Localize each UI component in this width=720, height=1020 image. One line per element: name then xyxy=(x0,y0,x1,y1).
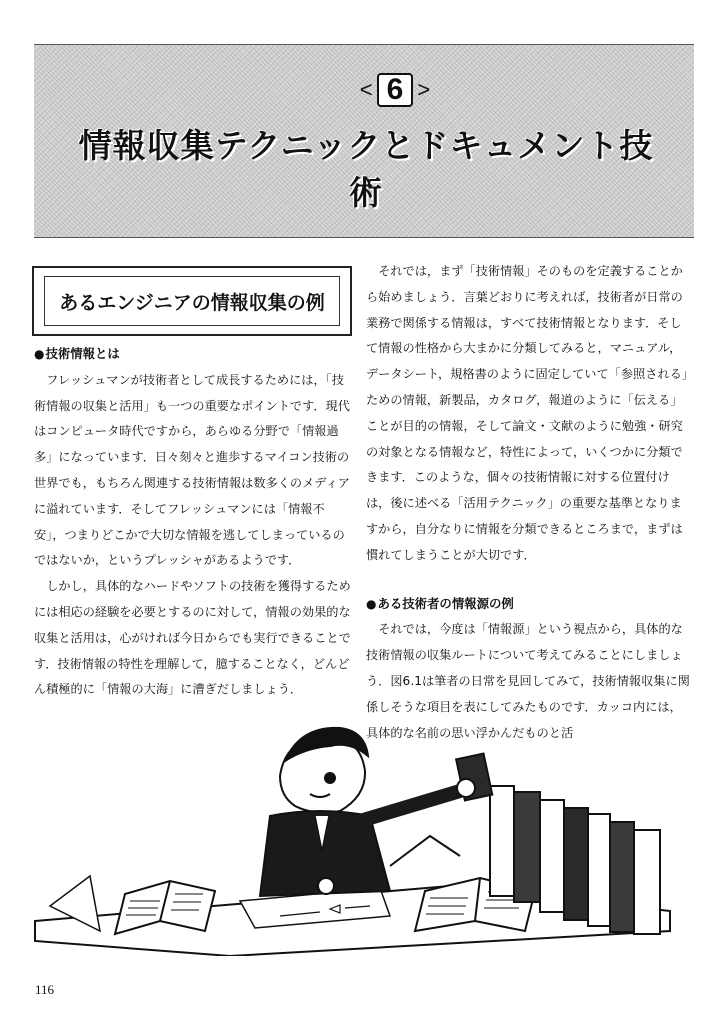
left-paragraph-1: フレッシュマンが技術者として成長するためには，「技術情報の収集と活用」も一つの重要なポイントです．現代はコンピュータ時代ですから，あらゆる分野で「情報過多」になっています．日々刻々と進歩するマイコン技術の世界でも，もちろん関連する技術情報は数多くのメディアに溢れています．そしてフレッシュマンには「情報不安」，つまりどこかで大切な情報を逃してしまっているのではないか，というプレッシャがあるようです． xyxy=(34,372,350,568)
right-column xyxy=(366,259,692,746)
left-chevron-icon: < xyxy=(359,77,373,102)
chapter-title: 情報収集テクニックとドキュメント技術 xyxy=(78,126,654,212)
left-heading: ●技術情報とは xyxy=(34,346,120,361)
page-number: 116 xyxy=(35,982,55,997)
section-title-box xyxy=(32,266,352,336)
right-paragraph-1: それでは，まず「技術情報」そのものを定義することから始めましょう．言葉どおりに考えれば，技術者が日常の業務で関係する情報は，すべて技術情報となります．そして情報の性格から大まかに分類してみると，マニュアル，データシート，規格書のように固定していて「参照される」ための情報，新製品，カタログ，報道のように「伝える」ことが目的の情報，そして論文・文献のように勉強・研究の対象となる情報など，特性によって，いくつかに分類できます．このような，個々の技術情報に対する位置付けは，後に述べる「活用テクニック」の重要な基準となりますから，自分なりに情報を分類できるところまで，まずは慣れてしまうことが大切です． xyxy=(366,264,688,562)
chapter-number: 6 xyxy=(377,73,414,107)
right-heading: ●ある技術者の情報源の例 xyxy=(366,595,514,611)
bullet-icon: ● xyxy=(34,347,45,361)
section-title: あるエンジニアの情報収集の例 xyxy=(44,276,340,326)
bullet-icon: ● xyxy=(366,596,377,611)
engineer-illustration-icon xyxy=(30,716,690,956)
right-paragraph-2: それでは，今度は「情報源」という視点から，具体的な技術情報の収集ルートについて考えてみることにしましょう．図6.1は筆者の日常を見回してみて，技術情報収集に関係しそうな項目を表にしてみたものです．カッコ内には，具体的な名前の思い浮かんだものと活 xyxy=(366,622,690,740)
right-chevron-icon: > xyxy=(417,77,431,102)
chapter-badge xyxy=(352,75,438,105)
left-column xyxy=(34,341,352,703)
left-paragraph-2: しかし，具体的なハードやソフトの技術を獲得するためには相応の経験を必要とするのに対して，情報の効果的な収集と活用は，心がければ今日からでも実行できることです．技術情報の特性を理解して，臆することなく，どんどん積極的に「情報の大海」に漕ぎだしましょう． xyxy=(34,579,351,697)
